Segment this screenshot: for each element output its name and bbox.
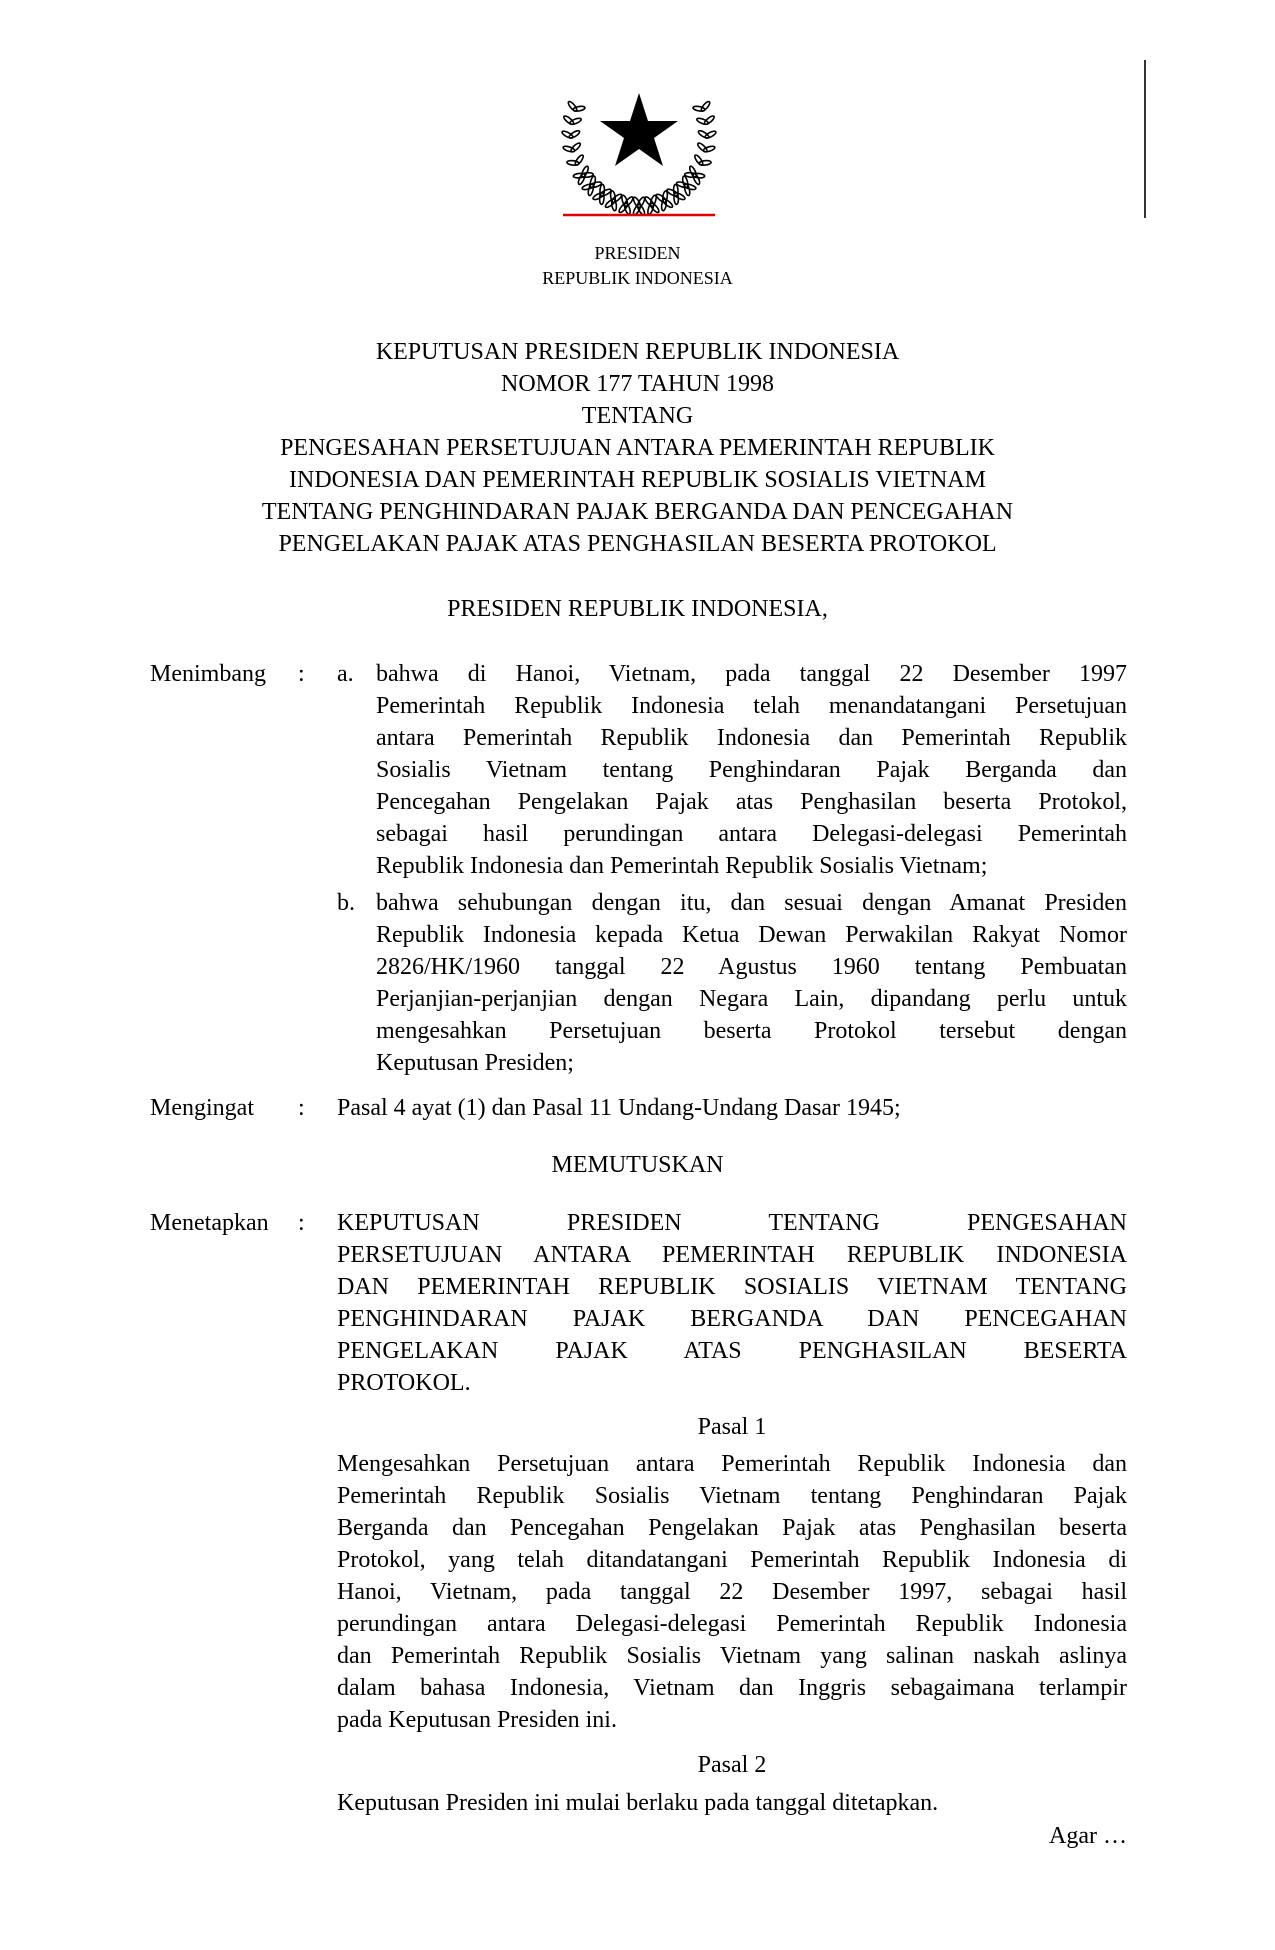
text-line: mengesahkan Persetujuan beserta Protokol tersebut dengan bbox=[376, 1018, 1127, 1044]
title-line: NOMOR 177 TAHUN 1998 bbox=[501, 371, 774, 397]
mengingat-label: Mengingat bbox=[150, 1095, 254, 1121]
text-line: dan Pemerintah Republik Sosialis Vietnam yang salinan naskah aslinya bbox=[337, 1643, 1127, 1669]
title-line: KEPUTUSAN PRESIDEN REPUBLIK INDONESIA bbox=[375, 339, 900, 365]
memutuskan-heading: MEMUTUSKAN bbox=[551, 1152, 724, 1178]
title-line: TENTANG PENGHINDARAN PAJAK BERGANDA DAN PENCEGAHAN bbox=[261, 499, 1014, 525]
text-line: Pemerintah Republik Indonesia telah menandatangani Persetujuan bbox=[376, 693, 1127, 719]
leaf-icon bbox=[623, 196, 634, 208]
star-icon bbox=[600, 93, 678, 166]
text-line: Pencegahan Pengelakan Pajak atas Penghasilan beserta Protokol, bbox=[376, 789, 1127, 815]
text-line: Protokol, yang telah ditandatangani Pemerintah Republik Indonesia di bbox=[337, 1547, 1127, 1573]
title-line: TENTANG bbox=[581, 403, 694, 429]
text-line: Sosialis Vietnam tentang Penghindaran Pajak Berganda dan bbox=[376, 757, 1127, 783]
text-line: PERSETUJUAN ANTARA PEMERINTAH REPUBLIK INDONESIA bbox=[337, 1242, 1127, 1268]
text-line: PENGELAKAN PAJAK ATAS PENGHASILAN BESERTA bbox=[337, 1338, 1127, 1364]
document-title bbox=[0, 336, 1275, 560]
item-b-marker: b. bbox=[337, 890, 355, 916]
leaf-icon bbox=[581, 172, 593, 177]
menimbang-colon: : bbox=[298, 661, 305, 687]
leaf-icon bbox=[688, 165, 697, 178]
leaf-icon bbox=[611, 193, 623, 204]
title-line: PENGELAKAN PAJAK ATAS PENGHASILAN BESERTA PROTOKOL bbox=[278, 531, 997, 557]
pasal-2-heading: Pasal 2 bbox=[697, 1752, 767, 1778]
text-line: KEPUTUSAN PRESIDEN TENTANG PENGESAHAN bbox=[337, 1210, 1127, 1236]
mengingat-colon: : bbox=[298, 1095, 305, 1121]
text-line: bahwa sehubungan dengan itu, dan sesuai dengan Amanat Presiden bbox=[376, 890, 1127, 916]
text-line: Perjanjian-perjanjian dengan Negara Lain, dipandang perlu untuk bbox=[376, 986, 1127, 1012]
issuer: PRESIDEN REPUBLIK INDONESIA, bbox=[447, 596, 828, 622]
leaf-icon bbox=[697, 129, 710, 139]
text-line: PROTOKOL. bbox=[337, 1370, 471, 1396]
menetapkan-text bbox=[337, 1207, 1127, 1399]
text-line: sebagai hasil perundingan antara Delegasi-delegasi Pemerintah bbox=[376, 821, 1127, 847]
leaf-icon bbox=[567, 160, 579, 166]
text-line: Republik Indonesia dan Pemerintah Republik Sosialis Vietnam; bbox=[376, 853, 988, 879]
text-line: antara Pemerintah Republik Indonesia dan Pemerintah Republik bbox=[376, 725, 1127, 751]
text-line: bahwa di Hanoi, Vietnam, pada tanggal 22 Desember 1997 bbox=[376, 661, 1127, 687]
menetapkan-label: Menetapkan bbox=[150, 1210, 269, 1236]
text-line: DAN PEMERINTAH REPUBLIK SOSIALIS VIETNAM TENTANG bbox=[337, 1274, 1127, 1300]
menetapkan-colon: : bbox=[298, 1210, 305, 1236]
continuation-note: Agar … bbox=[1049, 1823, 1127, 1849]
item-b-text bbox=[376, 887, 1127, 1079]
text-line: Hanoi, Vietnam, pada tanggal 22 Desember 1997, sebagai hasil bbox=[337, 1579, 1127, 1605]
leaf-icon bbox=[563, 115, 575, 126]
letterhead-line1: PRESIDEN bbox=[594, 243, 681, 263]
mengingat-text: Pasal 4 ayat (1) dan Pasal 11 Undang-Undang Dasar 1945; bbox=[337, 1095, 901, 1121]
text-line: Republik Indonesia kepada Ketua Dewan Perwakilan Rakyat Nomor bbox=[376, 922, 1127, 948]
margin-rule bbox=[1144, 60, 1146, 218]
menimbang-label: Menimbang bbox=[150, 661, 266, 687]
text-line: PENGHINDARAN PAJAK BERGANDA DAN PENCEGAHAN bbox=[337, 1306, 1127, 1332]
title-line: PENGESAHAN PERSETUJUAN ANTARA PEMERINTAH REPUBLIK bbox=[280, 435, 995, 461]
text-line: Mengesahkan Persetujuan antara Pemerintah Republik Indonesia dan bbox=[337, 1451, 1127, 1477]
presidential-emblem bbox=[560, 58, 718, 218]
title-line: INDONESIA DAN PEMERINTAH REPUBLIK SOSIALIS VIETNAM bbox=[289, 467, 986, 493]
text-line: perundingan antara Delegasi-delegasi Pemerintah Republik Indonesia bbox=[337, 1611, 1127, 1637]
letterhead-line2: REPUBLIK INDONESIA bbox=[542, 268, 733, 288]
pasal-1-heading: Pasal 1 bbox=[697, 1414, 767, 1440]
item-a-text bbox=[376, 658, 1127, 882]
pasal-2-text: Keputusan Presiden ini mulai berlaku pada tanggal ditetapkan. bbox=[337, 1790, 939, 1816]
leaf-icon bbox=[693, 154, 704, 166]
text-line: Pemerintah Republik Sosialis Vietnam tentang Penghindaran Pajak bbox=[337, 1483, 1127, 1509]
text-line: Keputusan Presiden; bbox=[376, 1050, 574, 1076]
leaf-icon bbox=[673, 184, 678, 196]
pasal-1-text bbox=[337, 1448, 1127, 1736]
text-line: Berganda dan Pencegahan Pengelakan Pajak atas Penghasilan beserta bbox=[337, 1515, 1127, 1541]
item-a-marker: a. bbox=[337, 661, 354, 687]
leaf-icon bbox=[561, 130, 574, 140]
text-line: pada Keputusan Presiden ini. bbox=[337, 1707, 617, 1733]
text-line: dalam bahasa Indonesia, Vietnam dan Inggris sebagaimana terlampir bbox=[337, 1675, 1127, 1701]
text-line: 2826/HK/1960 tanggal 22 Agustus 1960 tentang Pembuatan bbox=[376, 954, 1127, 980]
